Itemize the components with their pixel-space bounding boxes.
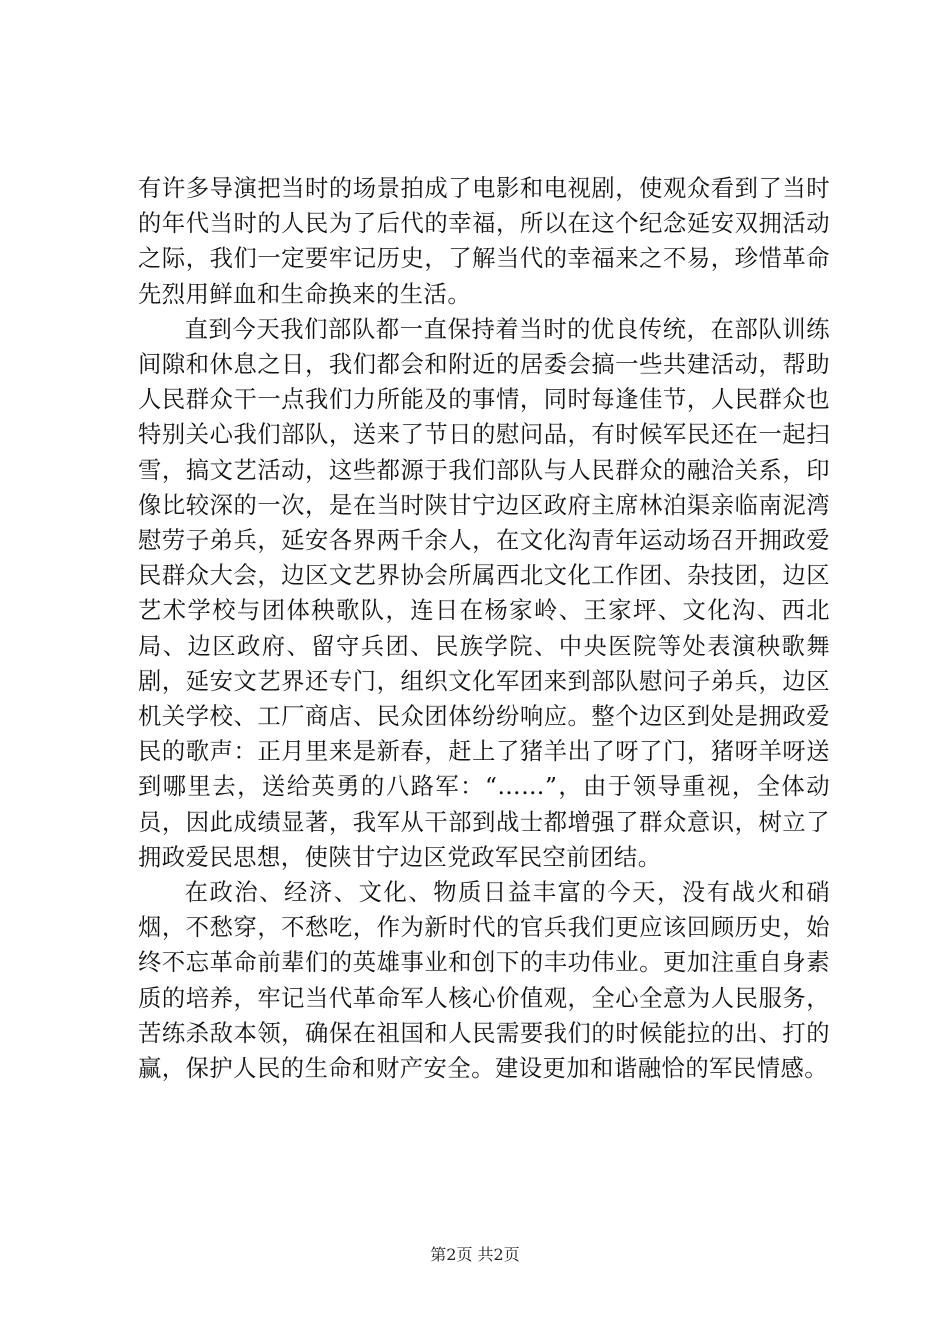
page-footer <box>0 1245 950 1265</box>
page-number: 第2页 共2页 <box>430 1245 520 1264</box>
paragraph-2: 直到今天我们部队都一直保持着当时的优良传统，在部队训练间隙和休息之日，我们都会和附近的居委会搞一些共建活动，帮助人民群众干一点我们力所能及的事情，同时每逢佳节，人民群众也特别关心我们部队，送来了节日的慰问品，有时候军民还在一起扫雪，搞文艺活动，这些都源于我们部队与人民群众的融洽关系，印像比较深的一次，是在当时陕甘宁边区政府主席林泊渠亲临南泥湾慰劳子弟兵，延安各界两千余人，在文化沟青年运动场召开拥政爱民群众大会，边区文艺界协会所属西北文化工作团、杂技团，边区艺术学校与团体秧歌队，连日在杨家岭、王家坪、文化沟、西北局、边区政府、留守兵团、民族学院、中央医院等处表演秧歌舞剧，延安文艺界还专门，组织文化军团来到部队慰问子弟兵，边区机关学校、工厂商店、民众团体纷纷响应。整个边区到处是拥政爱民的歌声：正月里来是新春，赶上了猪羊出了呀了门，猪呀羊呀送到哪里去，送给英勇的八路军：“……”，由于领导重视，全体动员，因此成绩显著，我军从干部到战士都增强了群众意识，树立了拥政爱民思想，使陕甘宁边区党政军民空前团结。 <box>138 315 830 871</box>
document-body <box>138 171 830 1086</box>
paragraph-3: 在政治、经济、文化、物质日益丰富的今天，没有战火和硝烟，不愁穿，不愁吃，作为新时代的官兵我们更应该回顾历史，始终不忘革命前辈们的英雄事业和创下的丰功伟业。更加注重自身素质的培养，牢记当代革命军人核心价值观，全心全意为人民服务，苦练杀敌本领，确保在祖国和人民需要我们的时候能拉的出、打的赢，保护人民的生命和财产安全。建设更加和谐融恰的军民情感。 <box>138 879 830 1083</box>
paragraph-1: 有许多导演把当时的场景拍成了电影和电视剧，使观众看到了当时的年代当时的人民为了后代的幸福，所以在这个纪念延安双拥活动之际，我们一定要牢记历史，了解当代的幸福来之不易，珍惜革命先烈用鲜血和生命换来的生活。 <box>138 175 830 308</box>
